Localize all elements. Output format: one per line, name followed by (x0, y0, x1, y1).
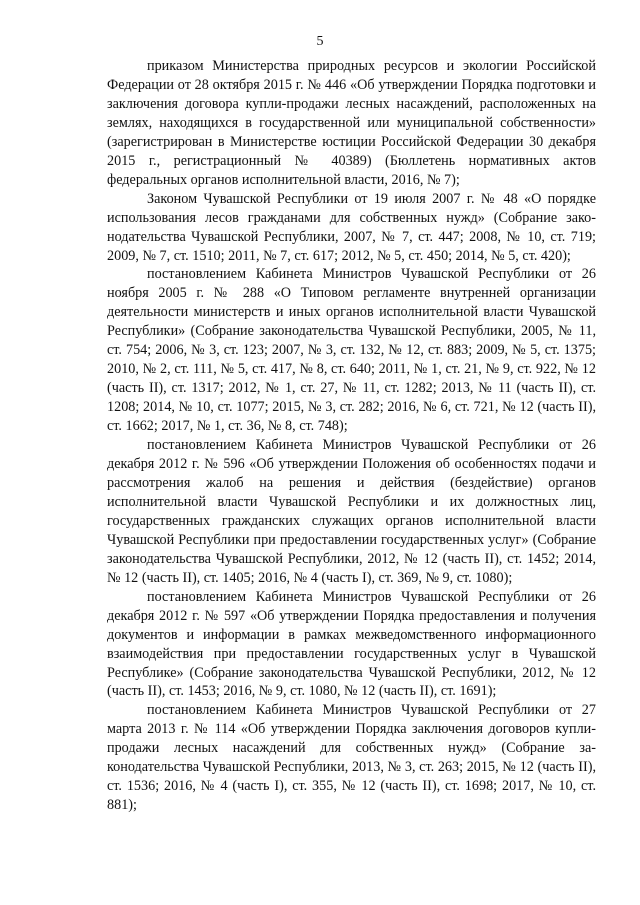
paragraph-resolution-597: постановлением Кабинета Министров Чувашской Республики от 26 декабря 2012 г. № 597 «Об утверждении Порядка предоставления и получения документов и информации в рамках межведомственного информационного взаимодействия при предоставлении государственных услуг в Чувашской Республике» (Собрание законодательства Чувашской Республики, 2012, № 12 (часть II), ст. 1453; 2016, № 9, ст. 1080, № 12 (часть II), ст. 1691); (107, 588, 596, 700)
paragraph-chuvash-law: Законом Чувашской Республики от 19 июля 2007 г. № 48 «О порядке использования лесов гражданами для собственных нужд» (Собрание законодательства Чувашской Республики, 2007, № 7, ст. 447; 2008, № 10, ст. 719; 2009, № 7, ст. 1510; 2011, № 7, ст. 617; 2012, № 5, ст. 450; 2014, № 5, ст. 420); (107, 190, 596, 264)
paragraph-resolution-288: постановлением Кабинета Министров Чувашской Республики от 26 ноября 2005 г. № 288 «О Типовом регламенте внутренней организации деятельности министерств и иных органов исполнительной власти Чувашской Республики» (Собрание законодательства Чувашской Республики, 2005, № 11, ст. 754; 2006, № 3, ст. 123; 2007, № 3, ст. 132, № 12, ст. 883; 2009, № 5, ст. 1375; 2010, № 2, ст. 111, № 5, ст. 417, № 8, ст. 640; 2011, № 1, ст. 21, № 9, ст. 922, № 12 (часть II), ст. 1317; 2012, № 1, ст. 27, № 11, ст. 1282; 2013, № 11 (часть II), ст. 1208; 2014, № 10, ст. 1077; 2015, № 3, ст. 282; 2016, № 6, ст. 721, № 12 (часть II), ст. 1662; 2017, № 1, ст. 36, № 8, ст. 748); (107, 266, 596, 435)
paragraph-ministry-order: приказом Министерства природных ресурсов и экологии Российской Федерации от 28 октября 2015 г. № 446 «Об утверждении Порядка подготовки и заключения договора купли-продажи лесных насаждений, расположенных на землях, находящихся в государственной или муниципальной собственности» (зарегистрирован в Министерстве юстиции Российской Федерации 30 декабря 2015 г., регистрационный № 40389) (Бюллетень нормативных актов федеральных органов исполнительной власти, 2016, № 7); (107, 58, 596, 188)
page-number: 5 (316, 34, 324, 49)
paragraph-resolution-596: постановлением Кабинета Министров Чувашской Республики от 26 декабря 2012 г. № 596 «Об утверждении Положения об особенностях подачи и рассмотрения жалоб на решения и действия (бездействие) органов исполнительной власти Чувашской Республики и их должностных лиц, государственных гражданских служащих органов исполнительной власти Чувашской Республики при предоставлении государственных услуг» (Собрание законодательства Чувашской Республики, 2012, № 12 (часть II), ст. 1452; 2014, № 12 (часть II), ст. 1405; 2016, № 4 (часть I), ст. 369, № 9, ст. 1080); (107, 437, 596, 586)
document-body (107, 57, 596, 815)
paragraph-resolution-114: постановлением Кабинета Министров Чувашской Республики от 27 марта 2013 г. № 114 «Об утверждении Порядка заключения договоров купли-продажи лесных насаждений для собственных нужд» (Собрание законодательства Чувашской Республики, 2013, № 3, ст. 263; 2015, № 12 (часть II), ст. 1536; 2016, № 4 (часть I), ст. 355, № 12 (часть II), ст. 1698; 2017, № 10, ст. 881); (107, 702, 596, 814)
